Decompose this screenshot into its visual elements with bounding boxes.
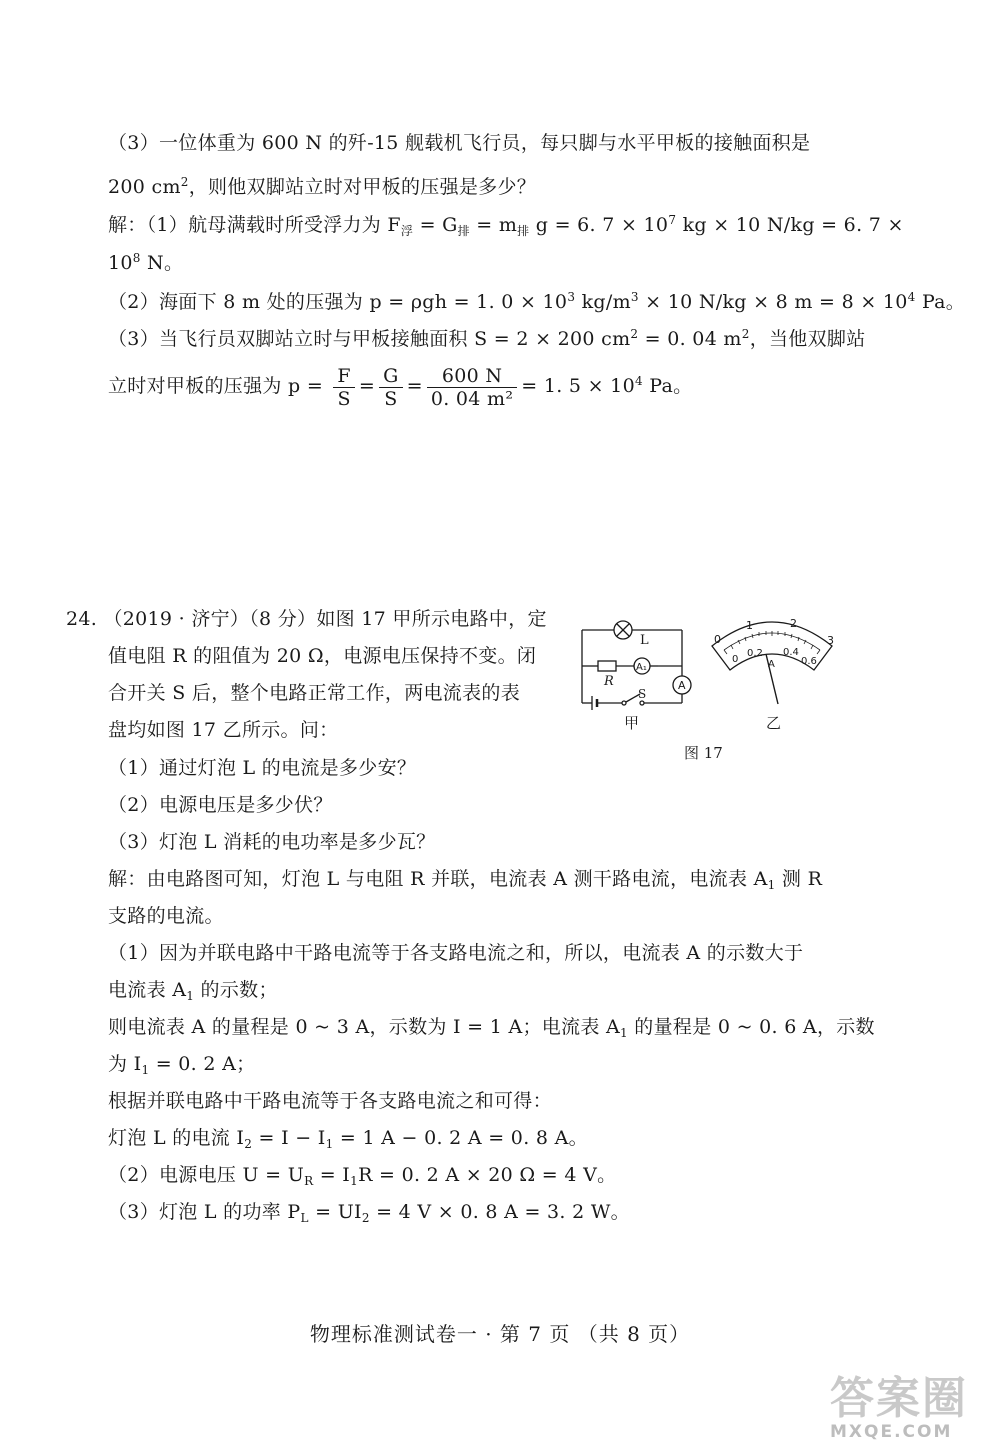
q24-solution-1a: （1）因为并联电路中干路电流等于各支路电流之和，所以，电流表 A 的示数大于: [108, 942, 804, 964]
q24-solution-1f: 灯泡 L 的电流 $I_2 = I - I_1 = 1$ A − 0. 2 A = 0. 8 A。: [108, 1127, 588, 1151]
q24-solution-intro-cont: 支路的电流。: [108, 905, 224, 927]
q24-question3: （3）灯泡 L 消耗的电功率是多少瓦？: [108, 831, 436, 853]
fraction-g-over-s: $\frac{G}{S}$: [379, 365, 402, 410]
q24-question1: （1）通过灯泡 L 的电流是多少安？: [108, 757, 417, 779]
scale-bottom-06: 0.6: [801, 656, 817, 667]
q24-solution-intro: 解：由电路图可知，灯泡 L 与电阻 R 并联，电流表 A 测干路电流，电流表 $A_1$ 测 R: [108, 868, 823, 892]
q24-solution-1e: 根据并联电路中干路电流等于各支路电流之和可得：: [108, 1090, 552, 1112]
scale-top-0: 0: [714, 633, 721, 646]
lamp-label: L: [640, 633, 649, 648]
caption-yi: 乙: [766, 714, 782, 732]
watermark-text: 答案圈: [830, 1373, 968, 1424]
switch-label: S: [638, 687, 647, 701]
scale-bottom-0: 0: [732, 654, 739, 665]
watermark-url: MXQE.COM: [830, 1422, 953, 1442]
scale-bottom-04: 0.4: [783, 647, 799, 658]
figure-17: [578, 612, 858, 772]
ammeter-label: A: [678, 679, 686, 692]
q23-solution-3: （3）当飞行员双脚站立时与甲板接触面积 S = 2 × 200 $cm^2 = 0$. 04 $m^2$，当他双脚站: [108, 327, 866, 350]
q24-solution-1c: 则电流表 A 的量程是 0 ~ 3 A，示数为 I = 1 A；电流表 $A_1$ 的量程是 0 ~ 0. 6 A，示数: [108, 1016, 875, 1040]
q23-solution-2: （2）海面下 8 m 处的压强为 p = ρgh = 1. $0 \times 10^3$ $kg/m^3 \times 10$ N/kg × 8 $m = 8 \times 10^4$ Pa。: [108, 290, 966, 313]
q23-solution-1-cont: $10^8$ N。: [108, 251, 184, 274]
q24-solution-1b: 电流表 $A_1$ 的示数；: [108, 979, 278, 1003]
fraction-f-over-s: $\frac{F}{S}$: [333, 365, 354, 410]
dial-unit: A: [768, 659, 775, 670]
q24-solution-3: （3）灯泡 L 的功率 $P_L = UI_2 = 4$ V × 0. 8 A = 3. 2 W。: [108, 1201, 630, 1225]
ammeter1-label: A₁: [636, 662, 647, 673]
page-footer: 物理标准测试卷一 · 第 7 页 （共 8 页）: [309, 1322, 691, 1346]
figure-caption: 图 17: [684, 744, 723, 762]
scale-top-3: 3: [827, 634, 834, 647]
fraction-values: $\frac{600 N}{\text{0. 04 m²}}$: [427, 365, 517, 410]
q24-line1: 24. （2019 · 济宁）（8 分）如图 17 甲所示电路中，定: [66, 608, 547, 630]
q24-question2: （2）电源电压是多少伏？: [108, 794, 333, 816]
q23-part3-line2: 200 $cm^2$，则他双脚站立时对甲板的压强是多少？: [108, 175, 537, 198]
resistor-label: R: [604, 674, 614, 689]
q23-solution-3-formula: 立时对甲板的压强为 p = $\frac{F}{S}$ = $\frac{G}{S}$ = $\frac{600 N}{\text{0. 04 m²}}$ = 1. $5 \times 10^4$ Pa。: [108, 364, 693, 410]
q23-part3-line1: （3）一位体重为 600 N 的歼-15 舰载机飞行员，每只脚与水平甲板的接触面积是: [108, 132, 811, 154]
watermark-logo: [830, 1373, 968, 1442]
caption-jia: 甲: [624, 714, 640, 732]
q23-solution-1: 解：（1）航母满载时所受浮力为 $F_浮 = G_排 = m_排$ g = 6. $7 \times 10^7$ kg × 10 N/kg = 6. 7 ×: [108, 213, 904, 238]
q24-solution-1d: 为 $I_1 = 0$. 2 A；: [108, 1053, 256, 1077]
q24-line2: 值电阻 R 的阻值为 20 Ω，电源电压保持不变。闭: [108, 645, 537, 667]
scale-bottom-02: 0.2: [747, 648, 763, 659]
q24-line3: 合开关 S 后，整个电路正常工作，两电流表的表: [108, 682, 520, 704]
figure-17-drawing: [578, 612, 858, 737]
q24-line4: 盘均如图 17 乙所示。问：: [108, 719, 339, 741]
scale-top-1: 1: [746, 619, 753, 632]
q24-solution-2: （2）电源电压 $U = U_R = I_1R = 0$. 2 A × 20 Ω = 4 V。: [108, 1164, 617, 1188]
scale-top-2: 2: [790, 617, 797, 630]
